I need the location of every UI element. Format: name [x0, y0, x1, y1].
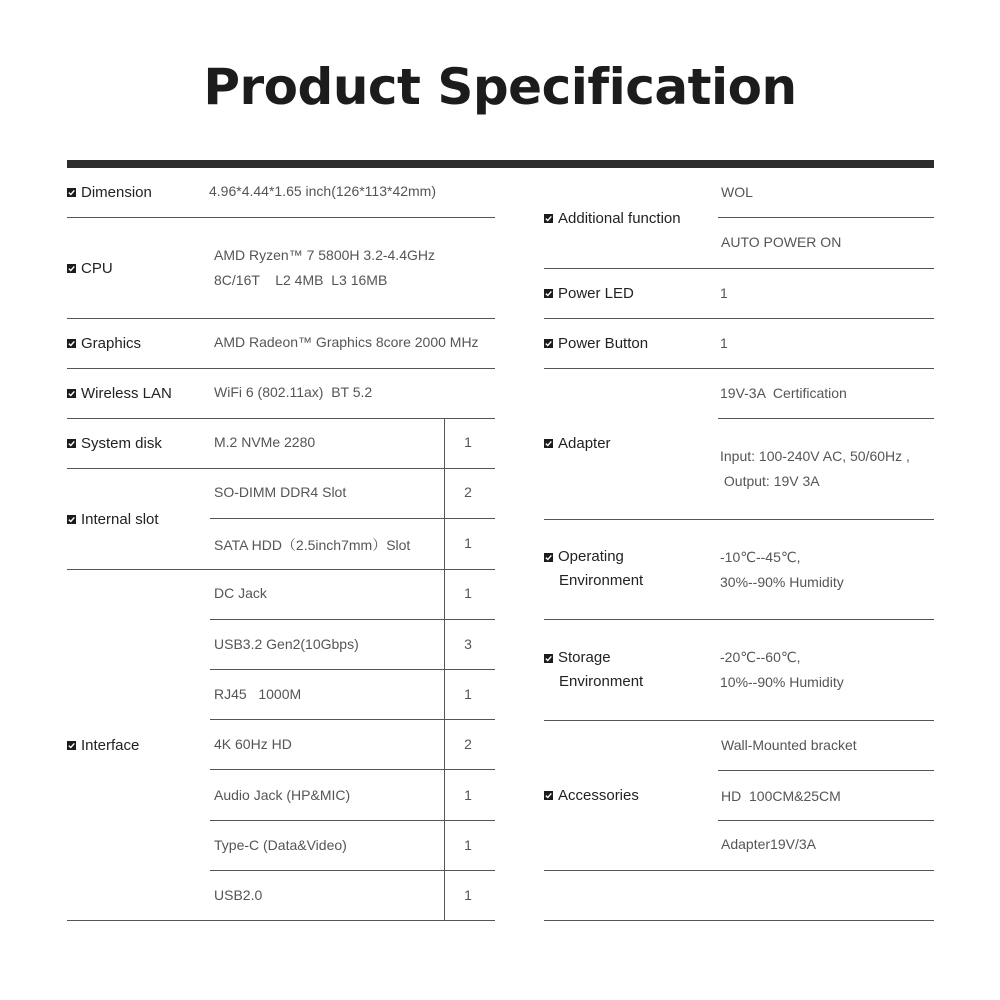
divider: [210, 820, 495, 821]
accessory-item: HD 100CM&25CM: [721, 788, 841, 804]
adapter-output: Output: 19V 3A: [720, 473, 820, 489]
row-label-power-led: [544, 283, 634, 303]
power-led-label: Power LED: [558, 284, 634, 302]
row-label-operating-environment: [544, 545, 643, 593]
divider: [718, 770, 934, 771]
header-bar: [67, 160, 934, 168]
divider: [718, 820, 934, 821]
internal-slot-label: Internal slot: [81, 510, 159, 528]
row-label-adapter: [544, 433, 611, 453]
operating-humidity: 30%--90% Humidity: [720, 574, 844, 590]
operating-environment-value: [720, 545, 844, 595]
system-disk-label: System disk: [81, 434, 162, 452]
interface-item-value: USB3.2 Gen2(10Gbps): [214, 636, 359, 652]
adapter-label: Adapter: [558, 434, 611, 452]
additional-function-value: WOL: [721, 184, 753, 200]
row-label-interface: [67, 735, 139, 755]
storage-environment-value: [720, 645, 844, 695]
cpu-model: AMD Ryzen™ 7 5800H 3.2-4.4GHz: [214, 247, 435, 263]
power-button-value: 1: [720, 335, 728, 351]
cpu-label: CPU: [81, 259, 113, 277]
interface-item-count: 2: [464, 736, 472, 752]
interface-item-count: 1: [464, 686, 472, 702]
checkbox-icon: [544, 289, 553, 298]
additional-function-value: AUTO POWER ON: [721, 234, 842, 250]
interface-item-count: 1: [464, 585, 472, 601]
count-column-divider: [444, 418, 445, 920]
divider: [544, 870, 934, 871]
divider: [544, 519, 934, 520]
checkbox-icon: [67, 741, 76, 750]
checkbox-icon: [544, 791, 553, 800]
divider: [544, 368, 934, 369]
cpu-cores-cache: 8C/16T L2 4MB L3 16MB: [214, 272, 388, 288]
interface-item-value: USB2.0: [214, 887, 263, 903]
divider: [544, 268, 934, 269]
divider: [718, 418, 934, 419]
storage-label-line2: Environment: [559, 673, 644, 690]
wireless-value: WiFi 6 (802.11ax) BT 5.2: [214, 384, 373, 400]
divider: [67, 217, 495, 218]
accessory-item: Adapter19V/3A: [721, 836, 816, 852]
interface-label: Interface: [81, 736, 140, 754]
storage-label-line1: Storage: [558, 649, 611, 666]
divider: [210, 669, 495, 670]
interface-item-value: 4K 60Hz HD: [214, 736, 292, 752]
adapter-certification: 19V-3A Certification: [720, 385, 847, 401]
checkbox-icon: [544, 654, 553, 663]
row-label-power-button: [544, 333, 648, 353]
interface-item-value: DC Jack: [214, 585, 267, 601]
divider: [544, 318, 934, 319]
dimension-value: 4.96*4.44*1.65 inch(126*113*42mm): [209, 183, 437, 199]
checkbox-icon: [67, 439, 76, 448]
interface-item-count: 1: [464, 787, 472, 803]
divider: [67, 468, 495, 469]
row-label-internal-slot: [67, 509, 159, 529]
divider: [544, 619, 934, 620]
divider: [210, 769, 495, 770]
system-disk-value: M.2 NVMe 2280: [214, 434, 316, 450]
internal-slot-item-count: 1: [464, 535, 472, 551]
checkbox-icon: [67, 515, 76, 524]
checkbox-icon: [67, 339, 76, 348]
operating-temperature: -10℃--45℃,: [720, 549, 801, 565]
graphics-label: Graphics: [81, 334, 142, 352]
adapter-input: Input: 100-240V AC, 50/60Hz ,: [720, 448, 910, 464]
checkbox-icon: [67, 188, 76, 197]
row-label-cpu: [67, 258, 113, 278]
divider: [67, 920, 495, 921]
divider: [67, 318, 495, 319]
system-disk-count: 1: [464, 434, 472, 450]
accessory-item: Wall-Mounted bracket: [721, 737, 857, 753]
checkbox-icon: [67, 264, 76, 273]
additional-function-label: Additional function: [558, 209, 681, 227]
interface-item-count: 1: [464, 887, 472, 903]
storage-humidity: 10%--90% Humidity: [720, 674, 844, 690]
graphics-value: AMD Radeon™ Graphics 8core 2000 MHz: [214, 334, 479, 350]
row-label-graphics: [67, 333, 141, 353]
interface-item-value: RJ45 1000M: [214, 686, 302, 702]
internal-slot-item-value: SO-DIMM DDR4 Slot: [214, 484, 347, 500]
operating-label-line2: Environment: [559, 572, 644, 589]
dimension-label: Dimension: [81, 183, 152, 201]
row-label-system-disk: [67, 433, 162, 453]
page-title: Product Specification: [203, 58, 797, 116]
checkbox-icon: [544, 553, 553, 562]
operating-label-line1: Operating: [558, 548, 624, 565]
row-label-storage-environment: [544, 646, 643, 694]
row-label-additional-function: [544, 208, 681, 228]
checkbox-icon: [544, 214, 553, 223]
accessories-label: Accessories: [558, 786, 639, 804]
checkbox-icon: [544, 439, 553, 448]
divider: [544, 720, 934, 721]
internal-slot-item-value: SATA HDD（2.5inch7mm）Slot: [214, 537, 411, 553]
interface-item-count: 3: [464, 636, 472, 652]
row-label-accessories: [544, 785, 639, 805]
storage-temperature: -20℃--60℃,: [720, 649, 801, 665]
interface-item-value: Audio Jack (HP&MIC): [214, 787, 351, 803]
row-label-dimension: [67, 182, 152, 202]
divider: [67, 418, 495, 419]
divider: [67, 569, 495, 570]
power-led-value: 1: [720, 285, 728, 301]
interface-item-value: Type-C (Data&Video): [214, 837, 347, 853]
divider: [210, 619, 495, 620]
row-label-wireless-lan: [67, 383, 172, 403]
wireless-label: Wireless LAN: [81, 384, 172, 402]
checkbox-icon: [544, 339, 553, 348]
interface-item-count: 1: [464, 837, 472, 853]
divider: [210, 719, 495, 720]
internal-slot-item-count: 2: [464, 484, 472, 500]
adapter-io: [720, 444, 910, 494]
power-button-label: Power Button: [558, 334, 649, 352]
divider: [544, 920, 934, 921]
divider: [67, 368, 495, 369]
cpu-value: [214, 243, 435, 293]
checkbox-icon: [67, 389, 76, 398]
divider: [210, 870, 495, 871]
divider: [210, 518, 495, 519]
divider: [718, 217, 934, 218]
